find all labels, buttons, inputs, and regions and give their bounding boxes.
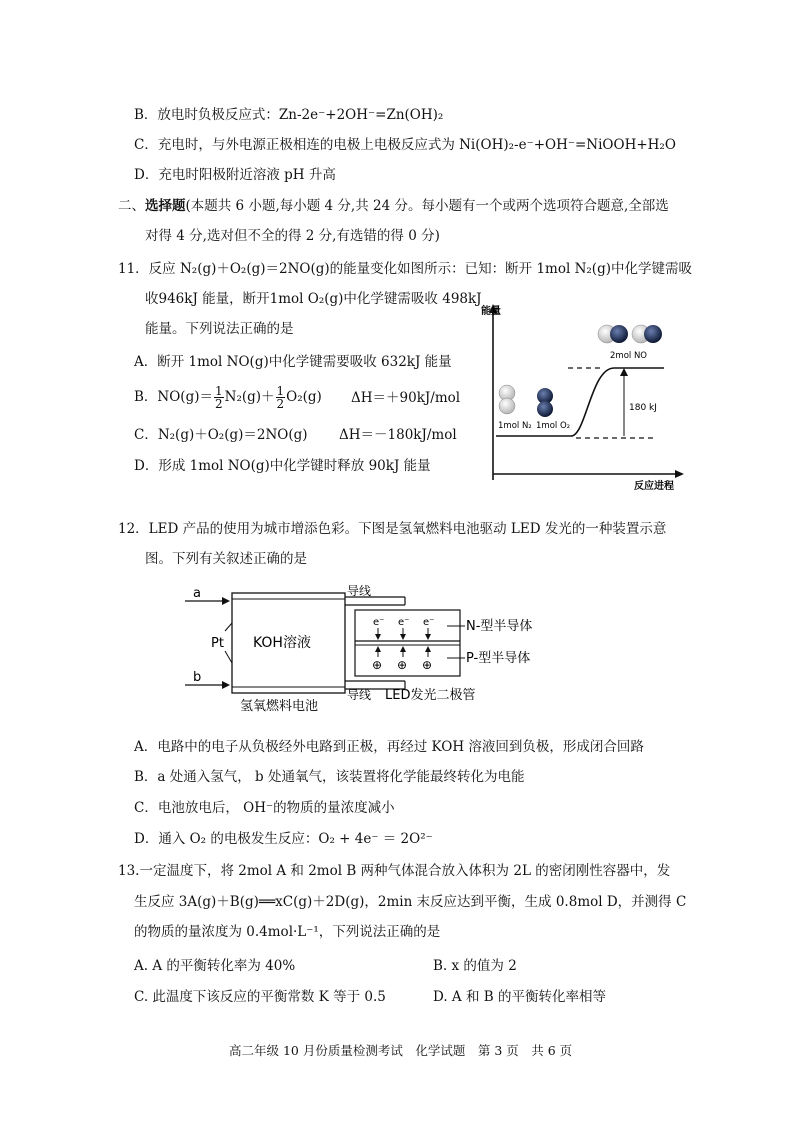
- hole-symbol: ⊕: [372, 658, 383, 672]
- arrow-right-icon: [222, 681, 230, 689]
- arrow-down-icon: [400, 634, 406, 640]
- n2-atom-icon: [499, 398, 515, 414]
- q10-option-b: B．放电时负极反应式：Zn-2e⁻+2OH⁻=Zn(OH)₂: [134, 107, 444, 123]
- q11-b-mid: N₂(g)＋: [224, 389, 275, 405]
- section2-number: 二、: [118, 198, 145, 214]
- q11-option-c: C．N₂(g)＋O₂(g)＝2NO(g): [134, 427, 308, 443]
- p-type-label: P-型半导体: [466, 651, 531, 666]
- koh-label: KOH溶液: [253, 635, 311, 651]
- fraction-half: $\frac{1}{2}$: [214, 384, 223, 411]
- q13-option-a: A. A 的平衡转化率为 40%: [134, 958, 296, 974]
- q11-stem-cont: 收946kJ 能量，断开1mol O₂(g)中化学键需吸收 498kJ: [145, 291, 482, 307]
- no-label: 2mol NO: [610, 351, 648, 361]
- section2-title: 选择题: [145, 198, 186, 214]
- q11-option-d: D．形成 1mol NO(g)中化学键时释放 90kJ 能量: [134, 458, 431, 474]
- led-fuel-cell-diagram: [185, 583, 555, 715]
- q12-stem: 12．LED 产品的使用为城市增添色彩。下图是氢氧燃料电池驱动 LED 发光的一种装置示意: [118, 521, 667, 537]
- fuel-cell-label: 氢氧燃料电池: [240, 699, 319, 714]
- label-b: b: [193, 670, 202, 685]
- q13-option-b: B. x 的值为 2: [433, 958, 517, 974]
- wire-bottom-label: 导线: [347, 688, 372, 702]
- q11-b-left: B．NO(g)＝: [134, 389, 213, 405]
- top-electrode: [232, 593, 345, 599]
- q11-c-enthalpy: ΔH＝－180kJ/mol: [339, 427, 457, 443]
- arrow-right-icon: [222, 597, 230, 605]
- delta-arrow-icon: [620, 368, 628, 376]
- q13-option-d: D. A 和 B 的平衡转化率相等: [433, 989, 606, 1005]
- q12-option-d: D．通入 O₂ 的电极发生反应：O₂ + 4e⁻ ＝ 2O²⁻: [134, 831, 433, 847]
- pt-leader: [225, 651, 232, 663]
- arrow-down-icon: [425, 634, 431, 640]
- q10-option-d: D．充电时阳极附近溶液 pH 升高: [134, 167, 336, 183]
- electron-label: e⁻: [373, 617, 385, 628]
- q13-stem: 13.一定温度下，将 2mol A 和 2mol B 两种气体混合放入体积为 2L 的密闭刚性容器中，发: [118, 863, 671, 879]
- q10-option-c: C．充电时，与外电源正极相连的电极上电极反应式为 Ni(OH)₂-e⁻+OH⁻=NiOOH+H₂O: [134, 137, 676, 153]
- q11-option-a: A．断开 1mol NO(g)中化学键需要吸收 632kJ 能量: [134, 354, 452, 370]
- q11-b-right: O₂(g): [286, 389, 322, 405]
- pt-leader: [225, 623, 232, 631]
- no-o-atom-icon: [610, 325, 628, 343]
- delta-label: 180 kJ: [629, 403, 657, 413]
- q12-option-b: B．a 处通入氢气， b 处通氧气，该装置将化学能最终转化为电能: [134, 769, 525, 785]
- n-type-label: N-型半导体: [466, 619, 533, 634]
- q11-stem-cont2: 能量。下列说法正确的是: [145, 321, 294, 337]
- fraction-half: $\frac{1}{2}$: [276, 384, 285, 411]
- q12-stem-cont: 图。下列有关叙述正确的是: [145, 551, 307, 567]
- x-axis-label: 反应进程: [634, 481, 674, 492]
- q11-b-enthalpy: ΔH＝＋90kJ/mol: [351, 390, 461, 406]
- label-a: a: [193, 586, 201, 601]
- n2-label: 1mol N₂: [498, 421, 532, 431]
- q11-stem: 11．反应 N₂(g)＋O₂(g)＝2NO(g)的能量变化如图所示：已知：断开 1mol N₂(g)中化学键需吸: [118, 261, 692, 277]
- q13-stem-cont2: 的物质的量浓度为 0.4mol·L⁻¹，下列说法正确的是: [134, 924, 441, 940]
- arrow-down-icon: [375, 634, 381, 640]
- hole-symbol: ⊕: [397, 658, 408, 672]
- q13-option-c: C. 此温度下该反应的平衡常数 K 等于 0.5: [134, 989, 386, 1005]
- no-o-atom-icon: [644, 325, 662, 343]
- q12-option-a: A．电路中的电子从负极经外电路到正极，再经过 KOH 溶液回到负极，形成闭合回路: [134, 739, 644, 755]
- electron-label: e⁻: [398, 617, 410, 628]
- section2-instructions: (本题共 6 小题,每小题 4 分,共 24 分。每小题有一个或两个选项符合题意,全部选: [185, 198, 669, 214]
- q12-option-c: C．电池放电后， OH⁻的物质的量浓度减小: [134, 800, 395, 816]
- x-axis-arrow-icon: [675, 470, 684, 478]
- wire-top-label: 导线: [347, 584, 372, 598]
- label-pt: Pt: [211, 636, 224, 651]
- y-axis-label: 能量: [481, 306, 501, 317]
- q13-stem-cont: 生反应 3A(g)＋B(g)══xC(g)＋2D(g)，2min 末反应达到平衡，生成 0.8mol D，并测得 C: [134, 894, 687, 910]
- bottom-electrode: [232, 687, 345, 693]
- hole-symbol: ⊕: [422, 658, 433, 672]
- section2-heading: [118, 197, 669, 215]
- page-footer: 高二年级 10 月份质量检测考试 化学试题 第 3 页 共 6 页: [229, 1043, 573, 1058]
- section2-instructions-cont: 对得 4 分,选对但不全的得 2 分,有选错的得 0 分): [145, 228, 440, 244]
- electron-label: e⁻: [423, 617, 435, 628]
- led-label: LED发光二极管: [385, 688, 476, 703]
- q11-option-b: [134, 382, 322, 412]
- energy-diagram: [476, 298, 691, 494]
- o2-label: 1mol O₂: [536, 421, 571, 431]
- o2-atom-icon: [537, 401, 553, 417]
